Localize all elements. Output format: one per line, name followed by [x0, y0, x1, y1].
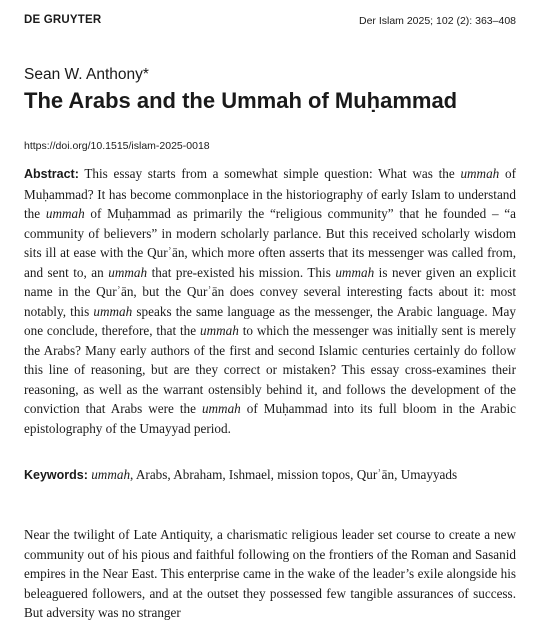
italic-term: ummah	[460, 166, 500, 181]
italic-term: ummah	[45, 206, 85, 221]
body-paragraph: Near the twilight of Late Antiquity, a charismatic religious leader set course to create a new community out of his pious and faithful following on the frontiers of the Roman and Sasanid empires in the Near East. This enterprise came in the wake of the leader’s exile alongside his beleaguered followers, and at the outset they possessed few tangible assurances of success. But adversity was no stranger	[24, 527, 516, 620]
text-segment: that pre-existed his mission. This	[147, 264, 336, 280]
italic-term: ummah	[335, 264, 375, 280]
text-segment: This essay starts from a somewhat simple question: What was the	[78, 166, 461, 181]
italic-term: ummah	[108, 264, 148, 280]
keywords	[24, 465, 516, 486]
abstract	[24, 164, 516, 438]
italic-term: ummah	[201, 401, 241, 416]
doi-link[interactable]: https://doi.org/10.1515/islam-2025-0018	[24, 140, 210, 152]
text-segment: , Arabs, Abraham, Ishmael, mission topos, Qurʾān, Umayyads	[130, 467, 458, 482]
keywords-label: Keywords:	[24, 468, 88, 482]
text-segment: is never given an explicit name in the Qurʾān, but the Qurʾān does convey several interesting facts about it: most notably, this	[24, 264, 516, 319]
text-segment: of Muḥammad as primarily the “religious community” that he founded – “a community of believers” in modern scholarly parlance. But this received scholarly wisdom sits ill at ease with the Qurʾān, which more often asserts that its messenger was called from, and sent to, an	[24, 206, 516, 280]
keywords-list	[88, 467, 457, 482]
publisher-logo: DE GRUYTER	[24, 14, 102, 26]
text-segment: of Muḥammad into its full bloom in the Arabic epistolography of the Umayyad period.	[24, 401, 516, 436]
text-segment: speaks the same language as the messenger, the Arabic language. May one conclude, therefore, that the	[24, 303, 516, 338]
abstract-label: Abstract:	[24, 167, 79, 181]
abstract-body	[24, 166, 516, 436]
page-header	[24, 14, 516, 30]
italic-term: ummah	[200, 323, 239, 338]
journal-citation: Der Islam 2025; 102 (2): 363–408	[358, 15, 516, 27]
italic-term: ummah	[91, 467, 131, 482]
article-title: The Arabs and the Ummah of Muḥammad	[24, 88, 458, 113]
author-name: Sean W. Anthony*	[24, 66, 149, 83]
text-segment: to which the messenger was initially sent is merely the Arabs? Many early authors of the first and second Islamic centuries certainly do follow this line of reasoning, but are they correct or mistaken? This essay cross-examines their reasoning, as well as the warrant ostensibly behind it, and follows the development of the conviction that Arabs were the	[24, 323, 516, 416]
italic-term: ummah	[93, 303, 133, 319]
text-segment: of Muḥammad? It has become commonplace in the historiography of early Islam to understand the	[24, 166, 516, 221]
